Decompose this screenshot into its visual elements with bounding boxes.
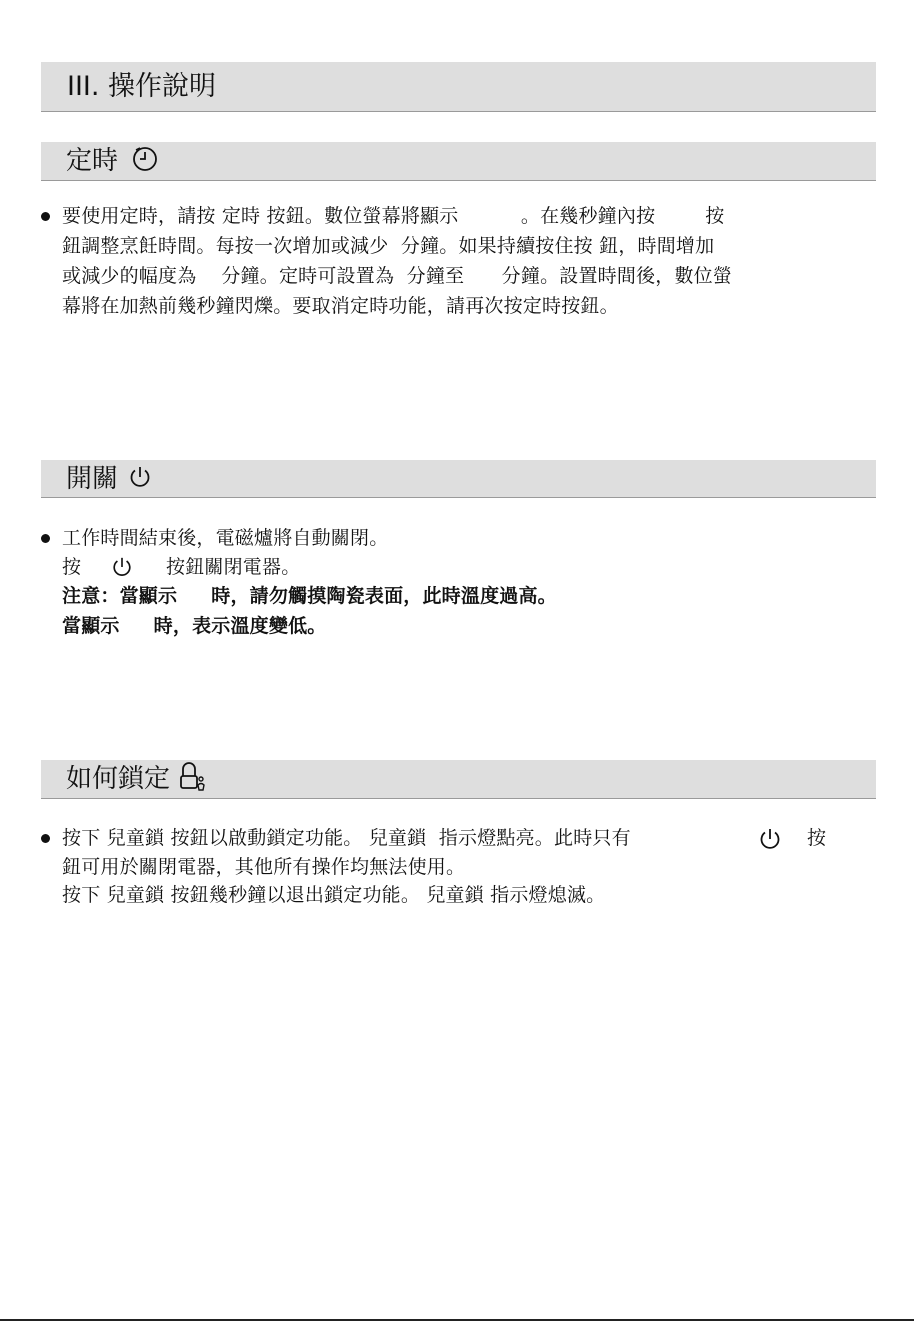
- lock-text-line-1-suffix: 按: [807, 827, 827, 849]
- section-bar-lock: [41, 760, 876, 799]
- lock-text-line-3: 按下 兒童鎖 按鈕幾秒鐘以退出鎖定功能。 兒童鎖 指示燈熄滅。: [62, 884, 606, 906]
- page-bottom-rule: [0, 1319, 914, 1321]
- section-title-timer: 定時: [66, 146, 119, 176]
- power-icon: [111, 556, 133, 582]
- section-bar-power: [41, 460, 876, 498]
- child-lock-icon: [178, 762, 208, 796]
- section-title-lock: 如何鎖定: [66, 764, 171, 794]
- timer-clock-icon: [132, 146, 158, 176]
- power-icon: [758, 827, 782, 855]
- power-warning-hot: 注意：當顯示 時，請勿觸摸陶瓷表面，此時溫度過高。: [62, 585, 557, 607]
- page-title: III. 操作說明: [67, 71, 217, 102]
- lock-text-line-1: 按下 兒童鎖 按鈕以啟動鎖定功能。 兒童鎖 指示燈點亮。此時只有: [62, 827, 631, 849]
- power-icon: [128, 465, 152, 493]
- bullet: [41, 834, 50, 843]
- power-note-cooling: 當顯示 時，表示溫度變低。: [62, 615, 327, 637]
- header-bar: [41, 62, 876, 112]
- timer-text-line-1: 要使用定時，請按 定時 按鈕。數位螢幕將顯示 。在幾秒鐘內按 按: [62, 205, 725, 227]
- section-bar-timer: [41, 142, 876, 181]
- power-text-line-2-prefix: 按: [62, 556, 82, 578]
- timer-text-line-4: 幕將在加熱前幾秒鐘閃爍。要取消定時功能，請再次按定時按鈕。: [62, 295, 619, 317]
- lock-text-line-2: 鈕可用於關閉電器，其他所有操作均無法使用。: [62, 856, 466, 878]
- bullet: [41, 212, 50, 221]
- bullet: [41, 534, 50, 543]
- timer-text-line-3: 或減少的幅度為 分鐘。定時可設置為 分鐘至 分鐘。設置時間後，數位螢: [62, 265, 733, 287]
- section-title-power: 開關: [66, 463, 119, 494]
- timer-text-line-2: 鈕調整烹飪時間。每按一次增加或減少 分鐘。如果持續按住按 鈕，時間增加: [62, 235, 715, 257]
- power-text-line-1: 工作時間結束後，電磁爐將自動關閉。: [62, 527, 389, 549]
- power-text-line-2-suffix: 按鈕關閉電器。: [166, 556, 301, 578]
